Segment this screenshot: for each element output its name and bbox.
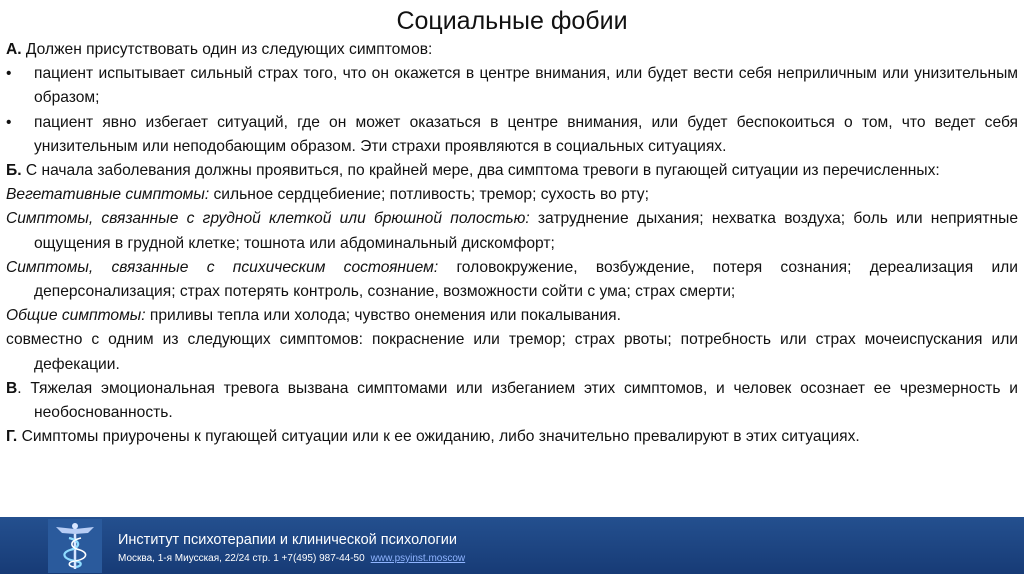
slide-title: Социальные фобии [396, 7, 628, 35]
symptom-group-text: приливы тепла или холода; чувство онемения или покалывания. [145, 307, 621, 325]
footer-bar [0, 517, 1024, 574]
section-b-letter: Б. [6, 162, 22, 180]
bullet-item-text: пациент испытывает сильный страх того, что он окажется в центре внимания, или будет вести себя неприличным или унизительным образом; [34, 65, 1018, 107]
symptom-group-text: головокружение, возбуждение, потеря сознания; дереализация или деперсонализация; страх потерять контроль, сознание, возможности сойти с ума; страх смерти; [34, 258, 1018, 301]
bullet-item-2 [6, 111, 1018, 159]
caduceus-logo-icon [48, 519, 102, 573]
symptom-group-text: затруднение дыхания; нехватка воздуха; боль или неприятные ощущения в грудной клетке; тошнота или абдоминальный дискомфорт; [34, 210, 1018, 252]
symptom-group-label: Вегетативные симптомы: [6, 186, 210, 204]
bullet-glyph: • [6, 65, 12, 83]
institute-address-line [118, 553, 465, 565]
institute-address: Москва, 1-я Миусская, 22/24 стр. 1 +7(495) 987-44-50 [118, 553, 365, 564]
symptom-group-label: Симптомы, связанные с грудной клеткой или брюшной полостью: [6, 210, 530, 228]
section-a-heading [6, 38, 1018, 62]
symptom-group-1 [6, 183, 1018, 207]
section-a-text: Должен присутствовать один из следующих симптомов: [21, 41, 433, 58]
symptom-group-3 [6, 256, 1018, 304]
section-v-letter: В [6, 379, 18, 397]
slide-content [6, 38, 1018, 449]
symptom-group-4 [6, 304, 1018, 328]
section-g-letter: Г. [6, 428, 18, 446]
institute-name: Институт психотерапии и клинической психологии [118, 532, 458, 548]
symptom-group-label: Симптомы, связанные с психическим состоянием: [6, 258, 439, 276]
section-v-text: . Тяжелая эмоциональная тревога вызвана симптомами или избеганием этих симптомов, и человек осознает ее чрезмерность и необоснованность. [17, 379, 1018, 422]
combined-symptoms: совместно с одним из следующих симптомов: покраснение или тремор; страх рвоты; потребность или страх мочеиспускания или дефекации. [6, 331, 1018, 373]
symptom-group-text: сильное сердцебиение; потливость; тремор; сухость во рту; [209, 186, 649, 204]
section-g-text: Симптомы приурочены к пугающей ситуации или к ее ожиданию, либо значительно превалируют в этих ситуациях. [17, 428, 860, 446]
section-b-heading [6, 159, 1018, 183]
symptom-group-2 [6, 207, 1018, 255]
bullet-glyph: • [6, 113, 12, 131]
section-a-letter: А. [6, 41, 22, 58]
bullet-item-1 [6, 62, 1018, 110]
section-b-text: С начала заболевания должны проявиться, по крайней мере, два симптома тревоги в пугающей ситуации из перечисленных: [21, 162, 940, 180]
website-link[interactable]: www.psyinst.moscow [370, 553, 466, 564]
symptom-group-label: Общие симптомы: [6, 307, 146, 325]
bullet-item-text: пациент явно избегает ситуаций, где он может оказаться в центре внимания, или будет беспокоиться о том, что ведет себя унизительным или неподобающим образом. Эти страхи проявляются в социальных ситуациях. [34, 113, 1018, 155]
section-g-paragraph [6, 425, 1018, 449]
section-v-paragraph [6, 377, 1018, 425]
